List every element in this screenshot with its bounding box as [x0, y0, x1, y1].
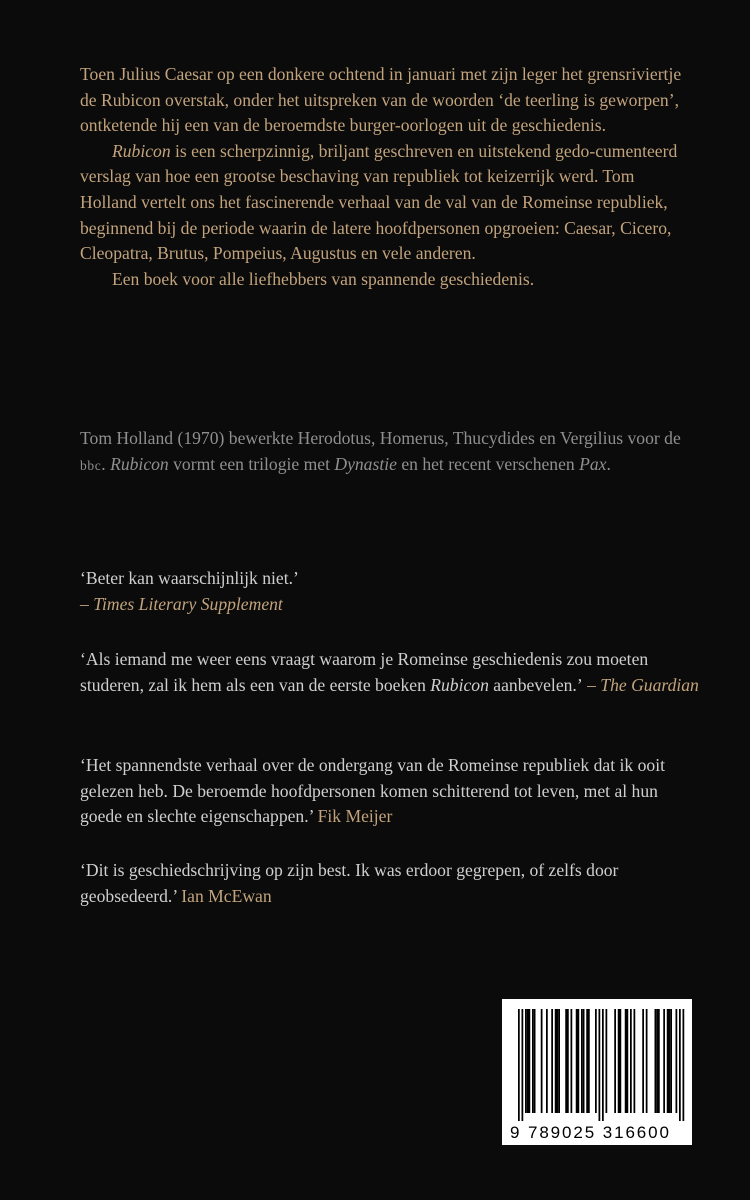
barcode-digits: 9 789025 316600 [510, 1123, 671, 1142]
quote-text-end: aanbevelen.’ [488, 674, 583, 695]
barcode-bar [534, 1009, 536, 1113]
barcode-bar [642, 1009, 644, 1113]
barcode-bar [551, 1009, 553, 1113]
barcode-bar [599, 1009, 601, 1121]
bio-part-b: . [101, 453, 111, 474]
bio-dynastie: Dynastie [334, 453, 397, 474]
barcode-bar [625, 1009, 627, 1113]
bio-part-e: . [606, 453, 611, 474]
barcode-bar [532, 1009, 534, 1113]
quote-guardian [80, 647, 700, 698]
barcode-bar [518, 1009, 520, 1121]
blurb-title: Rubicon [112, 140, 171, 161]
quote-source: Ian McEwan [176, 885, 272, 906]
quote-times [80, 566, 299, 617]
barcode-bar [583, 1009, 585, 1113]
barcode-bar [627, 1009, 629, 1113]
barcode-bar [558, 1009, 560, 1113]
barcode-bar [522, 1009, 524, 1121]
bio-part-a: Tom Holland (1970) bewerkte Herodotus, Homerus, Thucydides en Vergilius voor de [80, 428, 681, 448]
barcode-bar [669, 1009, 671, 1113]
barcode-bar [529, 1009, 531, 1113]
barcode-bar [546, 1009, 548, 1113]
barcode-bar [541, 1009, 543, 1113]
barcode-bar [571, 1009, 573, 1113]
bio-part-d: en het recent verschenen [396, 453, 580, 474]
barcode-bar [578, 1009, 580, 1113]
barcode-bar [588, 1009, 590, 1113]
barcode-bar [595, 1009, 597, 1113]
barcode-bar [581, 1009, 583, 1113]
barcode-bar [667, 1009, 669, 1113]
author-bio [80, 426, 690, 478]
quote-text: ‘Als iemand me weer eens vraagt waarom je Romeinse geschiedenis zou moeten studeren, zal ik hem als een van de eerste boeken [80, 649, 649, 695]
barcode-bar [670, 1009, 672, 1113]
quote-source: Fik Meijer [313, 806, 393, 827]
quote-source: – The Guardian [582, 674, 699, 695]
barcode-bar [586, 1009, 588, 1113]
barcode-bar [557, 1009, 559, 1113]
bio-part-c: vormt een trilogie met [168, 453, 335, 474]
barcode-bar [676, 1009, 678, 1113]
barcode-bar [565, 1009, 567, 1113]
quote-text: ‘Dit is geschiedschrijving op zijn best. Ik was erdoor gegrepen, of zelfs door geobsedeerd.’ [80, 860, 619, 906]
bio-bbc: bbc [80, 457, 102, 473]
barcode-bar [630, 1009, 632, 1113]
blurb-paragraph-2 [80, 139, 690, 267]
barcode-bar [663, 1009, 665, 1113]
barcode-bar [646, 1009, 648, 1113]
barcode-bar [620, 1009, 622, 1113]
barcode-bar [618, 1009, 620, 1113]
quote-meijer [80, 753, 700, 830]
bio-pax: Pax [579, 453, 607, 474]
barcode-bar [525, 1009, 527, 1113]
barcode-bar [602, 1009, 604, 1121]
barcode-bar [555, 1009, 557, 1113]
blurb-paragraph-2-text: is een scherpzinnig, briljant geschreven en uitstekend gedo-cumenteerd verslag van hoe een grootse beschaving van republiek tot keizerrijk werd. Tom Holland vertelt ons het fascinerende verhaal van de val van de Romeinse republiek, beginnend bij de periode waarin de latere hoofdpersonen opgroeien: Caesar, Cicero, Cleopatra, Brutus, Pompeius, Augustus en vele anderen. [80, 140, 678, 264]
barcode-bar [567, 1009, 569, 1113]
quote-text: ‘Beter kan waarschijnlijk niet.’ [80, 568, 299, 588]
barcode-bar [527, 1009, 529, 1113]
blurb [80, 62, 690, 292]
barcode-bar [679, 1009, 681, 1121]
quote-text: ‘Het spannendste verhaal over de ondergang van de Romeinse republiek dat ik ooit gelezen heb. De beroemde hoofdpersonen komen schitterend tot leven, met al hun goede en slechte eigenschappen.’ [80, 755, 665, 827]
barcode-bar [606, 1009, 608, 1113]
quote-title: Rubicon [430, 674, 489, 695]
author-bio-text [80, 426, 690, 478]
bio-rubicon: Rubicon [110, 453, 169, 474]
quote-mcewan [80, 858, 700, 909]
barcode-bar [683, 1009, 685, 1121]
quote-source: – Times Literary Supplement [80, 593, 283, 614]
barcode-bar [634, 1009, 636, 1113]
blurb-paragraph-3: Een boek voor alle liefhebbers van spannende geschiedenis. [112, 268, 535, 289]
barcode-bar [656, 1009, 658, 1113]
isbn-barcode [502, 999, 692, 1145]
barcode-bar [614, 1009, 616, 1113]
barcode-bar [576, 1009, 578, 1113]
blurb-paragraph-1: Toen Julius Caesar op een donkere ochtend in januari met zijn leger het grensriviertje de Rubicon overstak, onder het uitspreken van de woorden ‘de teerling is geworpen’, ontketende hij een van de beroemdste burger-oorlogen uit de geschiedenis. [80, 64, 682, 136]
barcode-bar [658, 1009, 660, 1113]
barcode-bar [655, 1009, 657, 1113]
